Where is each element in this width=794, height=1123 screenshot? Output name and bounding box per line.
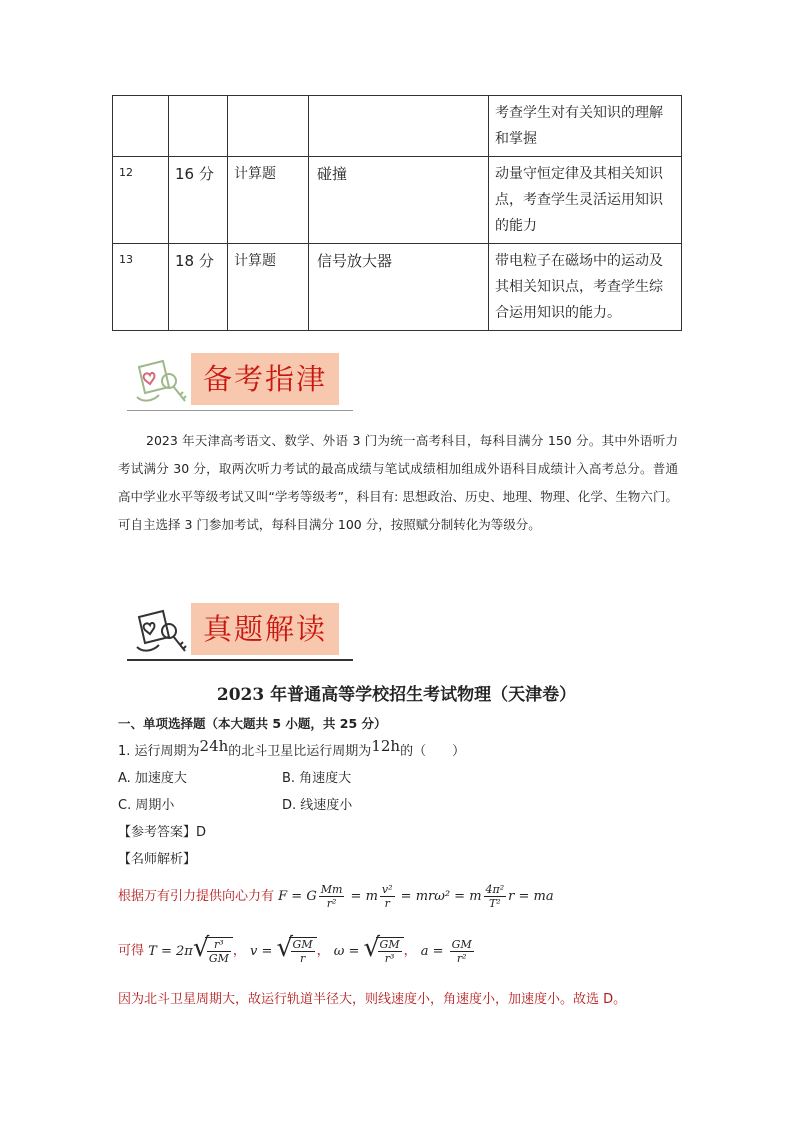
section-banner-real-exam [127,603,357,663]
banner-label: 真题解读 [191,603,339,655]
topic-cell [309,96,489,157]
question-tail: 的（ ） [400,744,466,759]
score-cell: 18 分 [169,244,228,331]
separator: ， [316,943,330,959]
banner-label: 备考指津 [191,353,339,405]
table-row [113,244,682,331]
acceleration-formula: a = $\frac{GM}{\text{r²}}$ [420,937,472,965]
option-c: C. 周期小 [118,798,175,813]
question-number: 13 [113,244,169,331]
guide-paragraph: 2023 年天津高考语文、数学、外语 3 门为统一高考科目，每科目满分 150 分。其中外语听力考试满分 30 分，取两次听力考试的最高成绩与笔试成绩相加组成外语科目成绩计入高考总分。普通高中学业水平等级考试又叫“学考等级考”，科目有: 思想政治、历史、地理、物理、化学、生物六门。可自主选择 3 门参加考试，每科目满分 100 分，按照赋分制转化为等级分。 [118,433,678,532]
separator: ， [232,943,246,959]
section-banner-guide [127,353,357,413]
reference-answer [118,821,206,840]
analysis-formula-line-2 [118,933,476,965]
gravitation-formula: F = G $\frac{Mm}{\text{r²}}$ = m $\frac{\text{v²}}{r}$ = mrω² = m $\frac{\text{4π²}}{\text{T²}}$ r = ma [278,883,554,910]
analysis-text: 根据万有引力提供向心力有 [118,889,275,904]
option-b: B. 角速度大 [282,771,352,786]
angular-velocity-formula: ω = √ $\frac{GM}{\text{r³}}$ [334,944,404,959]
section-heading [118,714,387,732]
separator: ， [403,943,417,959]
banner-underline [127,659,353,661]
paper-title: 2023 年普通高等学校招生考试物理（天津卷） [216,685,577,705]
analysis-text: 可得 [118,943,145,959]
score-cell: 16 分 [169,157,228,244]
period-value-2: 12h [371,737,401,755]
analysis-formula-line-1 [118,883,554,910]
banner-underline [127,410,353,411]
question-type-cell: 计算题 [228,244,309,331]
topic-cell: 信号放大器 [309,244,489,331]
topic-cell: 碰撞 [309,157,489,244]
analysis-label: 【名师解析】 [118,852,197,867]
heart-key-icon [133,357,191,407]
knowledge-note-cell: 带电粒子在磁场中的运动及其相关知识点，考查学生综合运用知识的能力。 [489,244,682,331]
answer-value: D [196,825,207,840]
velocity-formula: v = √ $\frac{GM}{r}$ [250,944,317,959]
question-type-cell: 计算题 [228,157,309,244]
heart-key-icon [133,607,191,657]
option-a: A. 加速度大 [118,771,187,786]
section-detail: （本大题共 5 小题，共 25 分） [205,716,387,731]
period-formula: T = 2π √ $\frac{\text{r³}}{GM}$ [148,944,233,959]
answer-label: 【参考答案】 [118,825,197,840]
analysis-conclusion: 因为北斗卫星周期大，故运行轨道半径大，则线速度小，角速度小，加速度小。故选 D。 [118,992,627,1007]
question-type-cell [228,96,309,157]
table-row [113,96,682,157]
question-stem [118,737,466,759]
option-d: D. 线速度小 [282,798,353,813]
knowledge-note-cell: 动量守恒定律及其相关知识点，考查学生灵活运用知识的能力 [489,157,682,244]
period-value-1: 24h [199,737,229,755]
table-row [113,157,682,244]
score-cell [169,96,228,157]
question-mid: 的北斗卫星比运行周期为 [228,744,372,759]
section-prefix: 一、单项选择题 [118,716,206,731]
knowledge-note-cell: 考查学生对有关知识的理解和掌握 [489,96,682,157]
question-lead: 1. 运行周期为 [118,744,200,759]
question-number [113,96,169,157]
question-number: 12 [113,157,169,244]
exam-analysis-table [112,95,682,331]
